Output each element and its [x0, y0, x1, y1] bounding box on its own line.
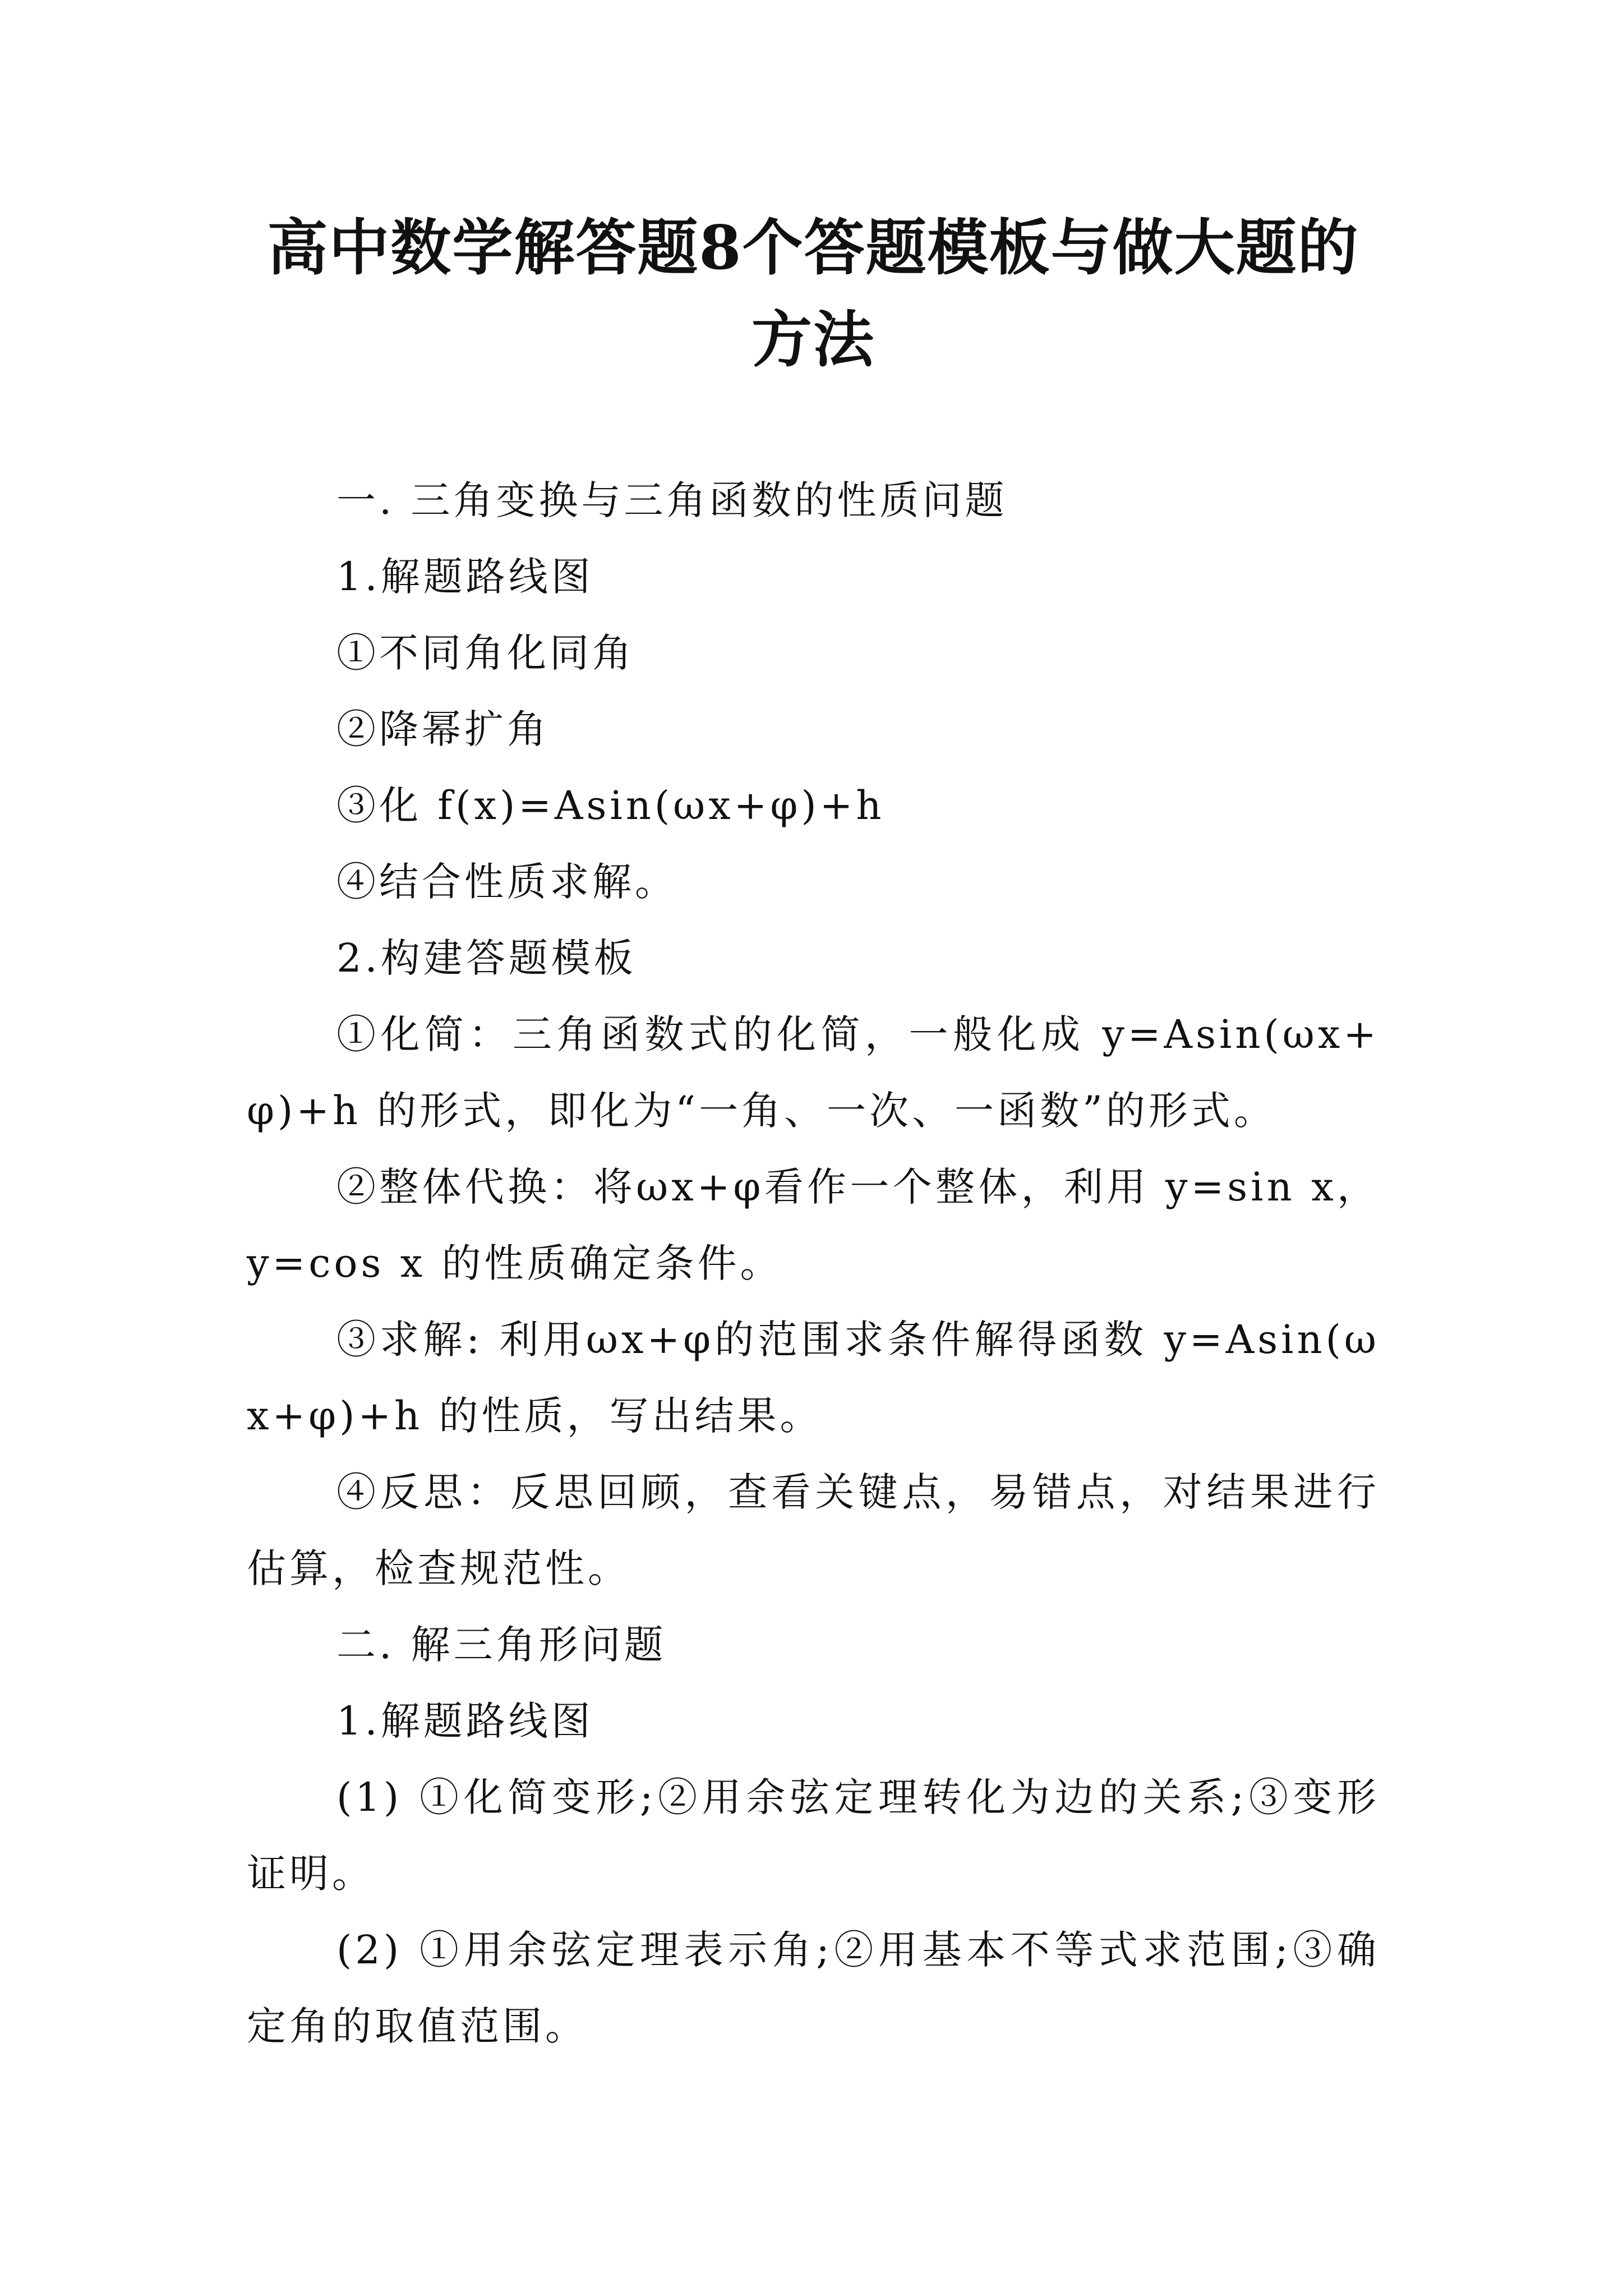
body-paragraph: ③求解: 利用ωx+φ的范围求条件解得函数 y=Asin(ωx+φ)+h 的性质，写出结果。: [247, 1317, 1380, 1439]
body-paragraph: ②整体代换：将ωx+φ看作一个整体，利用 y=sin x，y=cos x 的性质确定条件。: [247, 1164, 1380, 1286]
subsection-heading: 1.解题路线图: [336, 1698, 594, 1744]
section-heading: 一. 三角变换与三角函数的性质问题: [336, 477, 1008, 523]
list-item: ①不同角化同角: [336, 630, 635, 676]
list-item: ②降幂扩角: [336, 706, 550, 752]
document-body: [247, 462, 1380, 2064]
body-paragraph: (1) ①化简变形;②用余弦定理转化为边的关系;③变形证明。: [247, 1774, 1380, 1897]
body-paragraph: ④反思：反思回顾，查看关键点，易错点，对结果进行估算，检查规范性。: [247, 1469, 1380, 1591]
section-heading: 二. 解三角形问题: [336, 1622, 667, 1668]
body-paragraph: (2) ①用余弦定理表示角;②用基本不等式求范围;③确定角的取值范围。: [247, 1927, 1380, 2049]
list-item: ④结合性质求解。: [336, 859, 677, 905]
list-item: ③化 f(x)=Asin(ωx+φ)+h: [336, 783, 885, 829]
subsection-heading: 1.解题路线图: [336, 554, 594, 600]
body-paragraph: ①化简：三角函数式的化简，一般化成 y=Asin(ωx+φ)+h 的形式，即化为“一角、一次、一函数”的形式。: [247, 1011, 1380, 1134]
document-title: 高中数学解答题8个答题模板与做大题的方法: [267, 213, 1359, 375]
subsection-heading: 2.构建答题模板: [336, 935, 637, 981]
